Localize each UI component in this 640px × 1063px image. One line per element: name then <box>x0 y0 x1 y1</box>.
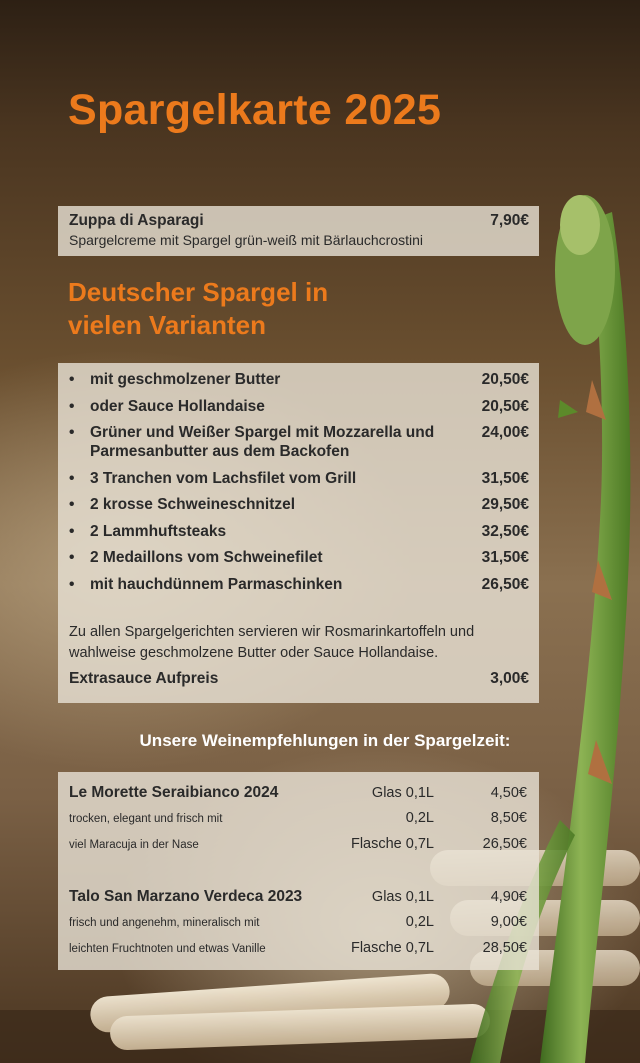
soup-row <box>69 212 529 230</box>
dish-price: 31,50€ <box>481 469 529 487</box>
wine-row <box>69 784 527 810</box>
soup-name: Zuppa di Asparagi <box>69 212 204 229</box>
dish-item <box>69 575 529 594</box>
dish-label: 3 Tranchen vom Lachsfilet vom Grill <box>90 469 357 487</box>
dish-item <box>69 370 529 389</box>
wine-description: trocken, elegant und frisch mit <box>69 813 223 825</box>
soup-description: Spargelcreme mit Spargel grün-weiß mit Bärlauchcrostini <box>69 232 424 248</box>
dish-item <box>69 548 529 567</box>
dish-item <box>69 423 529 461</box>
bullet-icon: • <box>69 549 75 566</box>
section-heading-line2: vielen Varianten <box>68 310 266 340</box>
extra-sauce-row <box>69 670 529 688</box>
dish-label: Grüner und Weißer Spargel mit Mozzarella und Parmesanbutter aus dem Backofen <box>90 424 435 460</box>
section-heading-line1: Deutscher Spargel in <box>68 277 329 307</box>
side-note: Zu allen Spargelgerichten servieren wir Rosmarinkartoffeln und wahlweise geschmolzene Butter oder Sauce Hollandaise. <box>69 623 475 661</box>
wine-row <box>69 888 527 914</box>
dish-item <box>69 469 529 488</box>
dish-price: 20,50€ <box>481 397 529 415</box>
dish-label: 2 Lammhuftsteaks <box>90 522 227 540</box>
wine-price: 9,00€ <box>490 914 527 930</box>
wine-name: Talo San Marzano Verdeca 2023 <box>69 888 303 905</box>
wine-price: 26,50€ <box>482 836 527 852</box>
wine-row <box>69 940 527 966</box>
wine-row <box>69 914 527 940</box>
bullet-icon: • <box>69 371 75 388</box>
dish-price: 31,50€ <box>481 549 529 566</box>
wine-description: leichten Fruchtnoten und etwas Vanille <box>69 943 266 955</box>
bullet-icon: • <box>69 496 75 513</box>
wine-row <box>69 810 527 836</box>
dish-label: 2 Medaillons vom Schweinefilet <box>90 549 323 566</box>
section-heading <box>68 276 328 342</box>
dish-price: 32,50€ <box>481 522 529 540</box>
wine-price: 4,90€ <box>490 889 527 905</box>
wine-size: Glas 0,1L <box>371 889 434 905</box>
dish-item <box>69 522 529 541</box>
dish-price: 29,50€ <box>481 496 529 513</box>
dish-label: mit geschmolzener Butter <box>90 371 281 388</box>
wine-description: viel Maracuja in der Nase <box>69 839 199 851</box>
dish-label: oder Sauce Hollandaise <box>90 397 265 415</box>
wine-size: Flasche 0,7L <box>350 940 434 956</box>
wines-panel <box>58 772 539 970</box>
wine-size: 0,2L <box>405 810 434 826</box>
dish-label: mit hauchdünnem Parmaschinken <box>90 575 343 593</box>
wine-size: Flasche 0,7L <box>350 836 434 852</box>
page-title: Spargelkarte 2025 <box>68 86 442 134</box>
bullet-icon: • <box>69 575 75 593</box>
dish-price: 24,00€ <box>481 424 529 441</box>
soup-price: 7,90€ <box>490 212 529 229</box>
bullet-icon: • <box>69 522 75 540</box>
bullet-icon: • <box>69 469 75 487</box>
wine-price: 4,50€ <box>490 785 527 801</box>
dish-label: 2 krosse Schweineschnitzel <box>90 496 296 513</box>
wine-description: frisch und angenehm, mineralisch mit <box>69 917 260 929</box>
wine-price: 8,50€ <box>490 810 527 826</box>
wine-size: 0,2L <box>405 914 434 930</box>
wine-name: Le Morette Seraibianco 2024 <box>69 784 279 801</box>
wine-heading: Unsere Weinempfehlungen in der Spargelzeit: <box>139 731 511 750</box>
dish-price: 20,50€ <box>481 371 529 388</box>
wine-size: Glas 0,1L <box>371 785 434 801</box>
dishes-panel <box>58 363 539 703</box>
bullet-icon: • <box>69 397 75 415</box>
wine-price: 28,50€ <box>482 940 527 956</box>
dish-item <box>69 397 529 416</box>
extra-price: 3,00€ <box>490 669 529 687</box>
soup-panel <box>58 206 539 256</box>
extra-label: Extrasauce Aufpreis <box>69 669 219 687</box>
wine-row <box>69 836 527 862</box>
dish-item <box>69 495 529 514</box>
dish-price: 26,50€ <box>481 575 529 593</box>
bullet-icon: • <box>69 424 75 441</box>
